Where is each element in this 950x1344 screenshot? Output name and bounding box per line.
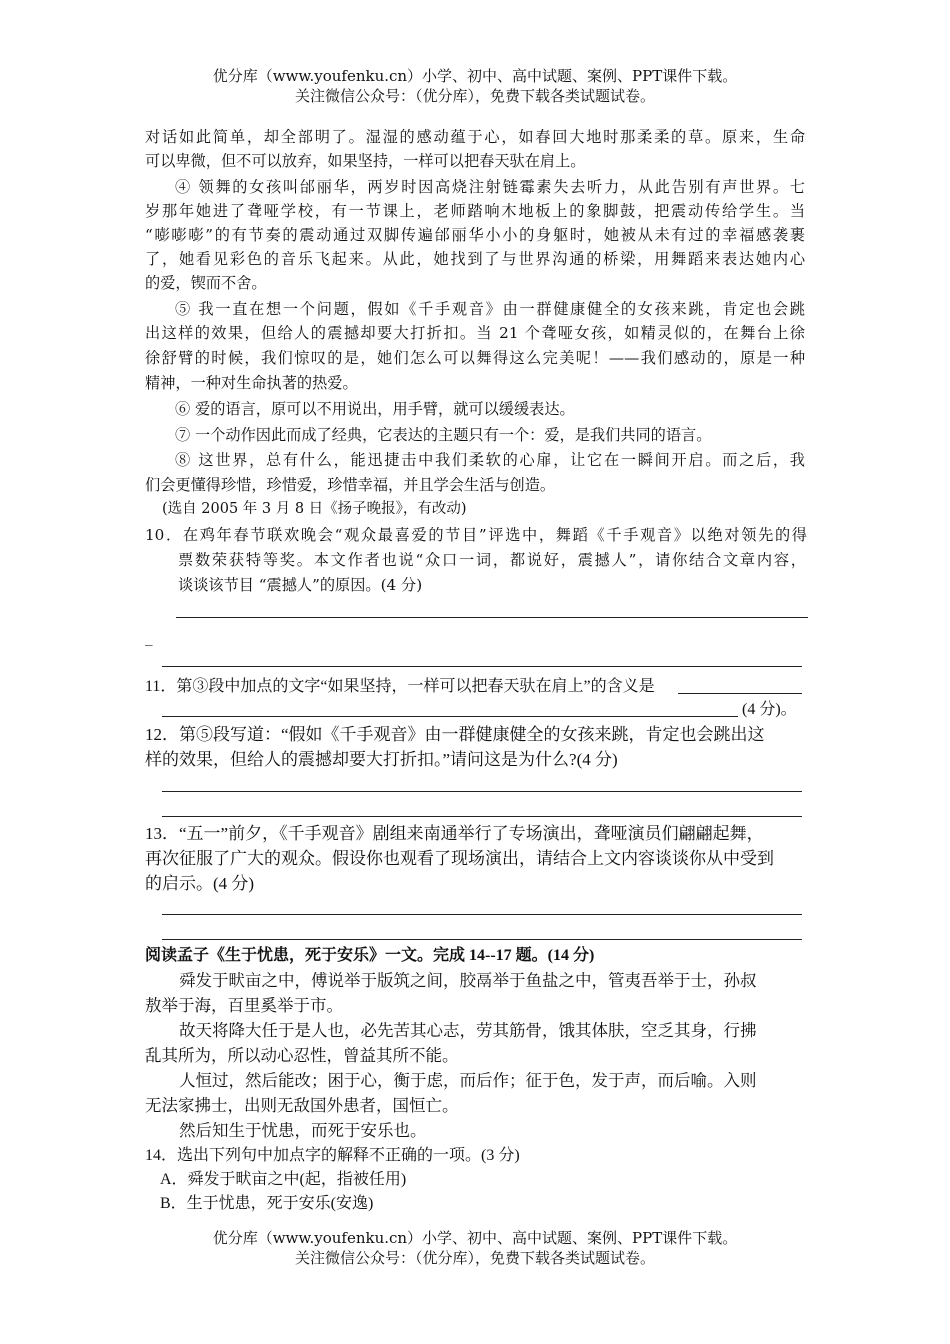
passage-line: ④ 领舞的女孩叫邰丽华，两岁时因高烧注射链霉素失去听力，从此告别有声世界。七 — [175, 178, 805, 196]
classical-line: 舜发于畎亩之中，傅说举于版筑之间，胶鬲举于鱼盐之中，管夷吾举于士，孙叔 — [179, 971, 757, 990]
question-13-cont: 再次征服了广大的观众。假设你也观看了现场演出，请结合上文内容谈谈你从中受到 — [145, 849, 774, 868]
passage-line: 了，她看见彩色的音乐飞起来。从此，她找到了与世界沟通的桥梁，用舞蹈来表达她内心 — [145, 250, 805, 268]
answer-line[interactable] — [176, 617, 808, 618]
page-footer-line2: 关注微信公众号：（优分库），免费下载各类试题试卷。 — [294, 1249, 655, 1267]
question-12: 12．第⑤段写道：“假如《千手观音》由一群健康健全的女孩来跳，肯定也会跳出这 — [145, 725, 765, 744]
answer-line[interactable] — [162, 939, 802, 940]
passage-line: 岁那年她进了聋哑学校，有一节课上，老师踏响木地板上的象脚鼓，把震动传给学生。当 — [145, 202, 805, 220]
question-11: 11．第③段中加点的文字“如果坚持，一样可以把春天驮在肩上”的含义是 — [145, 678, 655, 695]
answer-dash: _ — [145, 628, 153, 646]
page-header-line1: 优分库（www.youfenku.cn）小学、初中、高中试题、案例、PPT课件下载。 — [212, 67, 738, 85]
passage-line: ⑧ 这世界，总有什么，能迅捷击中我们柔软的心扉，让它在一瞬间开启。而之后，我 — [175, 451, 805, 469]
option-a[interactable]: A．舜发于畎亩之中(起，指被任用) — [160, 1171, 407, 1188]
classical-line: 敖举于海，百里奚举于市。 — [145, 996, 343, 1015]
passage-line: “嘭嘭嘭”的有节奏的震动通过双脚传遍邰丽华小小的身躯时，她被从未有过的幸福感袭裹 — [145, 226, 805, 244]
answer-line[interactable] — [162, 914, 802, 915]
passage-line: 精神，一种对生命执著的热爱。 — [145, 374, 358, 392]
classical-line: 无法家拂士，出则无敌国外患者，国恒亡。 — [145, 1096, 459, 1115]
passage-line: ⑤ 我一直在想一个问题，假如《千手观音》由一群健康健全的女孩来跳，肯定也会跳 — [175, 300, 805, 318]
passage-line: 出这样的效果，但给人的震撼却要大打折扣。当 21 个聋哑女孩，如精灵似的，在舞台上徐 — [145, 324, 805, 342]
section-intro: 阅读孟子《生于忧患，死于安乐》一文。完成 14--17 题。(14 分) — [145, 947, 595, 964]
passage-line: ⑦ 一个动作因此而成了经典，它表达的主题只有一个：爱，是我们共同的语言。 — [175, 426, 712, 444]
answer-line[interactable] — [162, 816, 802, 817]
question-13-cont: 的启示。(4 分) — [145, 874, 255, 893]
classical-line: 然后知生于忧患，而死于安乐也。 — [179, 1121, 427, 1140]
passage-source: (选自 2005 年 3 月 8 日《扬子晚报》，有改动) — [162, 501, 467, 517]
answer-line[interactable] — [162, 791, 802, 792]
answer-line[interactable] — [162, 716, 738, 717]
question-10: 10．在鸡年春节联欢晚会“观众最喜爱的节目”评选中，舞蹈《千手观音》以绝对领先的得 — [145, 526, 807, 544]
answer-line[interactable] — [162, 666, 802, 667]
classical-line: 人恒过，然后能改；困于心，衡于虑，而后作；征于色，发于声，而后喻。入则 — [179, 1071, 757, 1090]
passage-line: 徐舒臂的时候，我们惊叹的是，她们怎么可以舞得这么完美呢！——我们感动的，原是一种 — [145, 349, 805, 367]
passage-line: 对话如此简单，却全部明了。湿湿的感动蕴于心，如春回大地时那柔柔的草。原来，生命 — [145, 128, 805, 146]
passage-line: ⑥ 爱的语言，原可以不用说出，用手臂，就可以缓缓表达。 — [175, 400, 575, 418]
passage-line: 的爱，锲而不舍。 — [145, 274, 267, 292]
page-header-line2: 关注微信公众号：（优分库），免费下载各类试题试卷。 — [294, 87, 655, 105]
question-10-cont: 票数荣获特等奖。本文作者也说“众口一词，都说好，震撼人”，请你结合文章内容， — [178, 551, 806, 569]
passage-line: 们会更懂得珍惜，珍惜爱，珍惜幸福，并且学会生活与创造。 — [145, 476, 556, 494]
classical-line: 乱其所为，所以动心忍性，曾益其所不能。 — [145, 1046, 459, 1065]
answer-line[interactable] — [678, 693, 802, 694]
question-14: 14．选出下列句中加点字的解释不正确的一项。(3 分) — [145, 1147, 520, 1164]
classical-line: 故天将降大任于是人也，必先苦其心志，劳其筋骨，饿其体肤，空乏其身，行拂 — [179, 1021, 757, 1040]
question-10-cont: 谈谈该节目 “震撼人”的原因。(4 分) — [178, 576, 423, 594]
page-footer-line1: 优分库（www.youfenku.cn）小学、初中、高中试题、案例、PPT课件下载。 — [212, 1229, 738, 1247]
passage-line: 可以卑微，但不可以放弃，如果坚持，一样可以把春天驮在肩上。 — [145, 152, 586, 170]
option-b[interactable]: B．生于忧患，死于安乐(安逸) — [160, 1195, 374, 1212]
question-12-cont: 样的效果，但给人的震撼却要大打折扣。”请问这是为什么?(4 分) — [145, 750, 618, 769]
question-13: 13．“五一”前夕，《千手观音》剧组来南通举行了专场演出，聋哑演员们翩翩起舞， — [145, 824, 764, 843]
question-11-score: (4 分)。 — [742, 701, 797, 718]
